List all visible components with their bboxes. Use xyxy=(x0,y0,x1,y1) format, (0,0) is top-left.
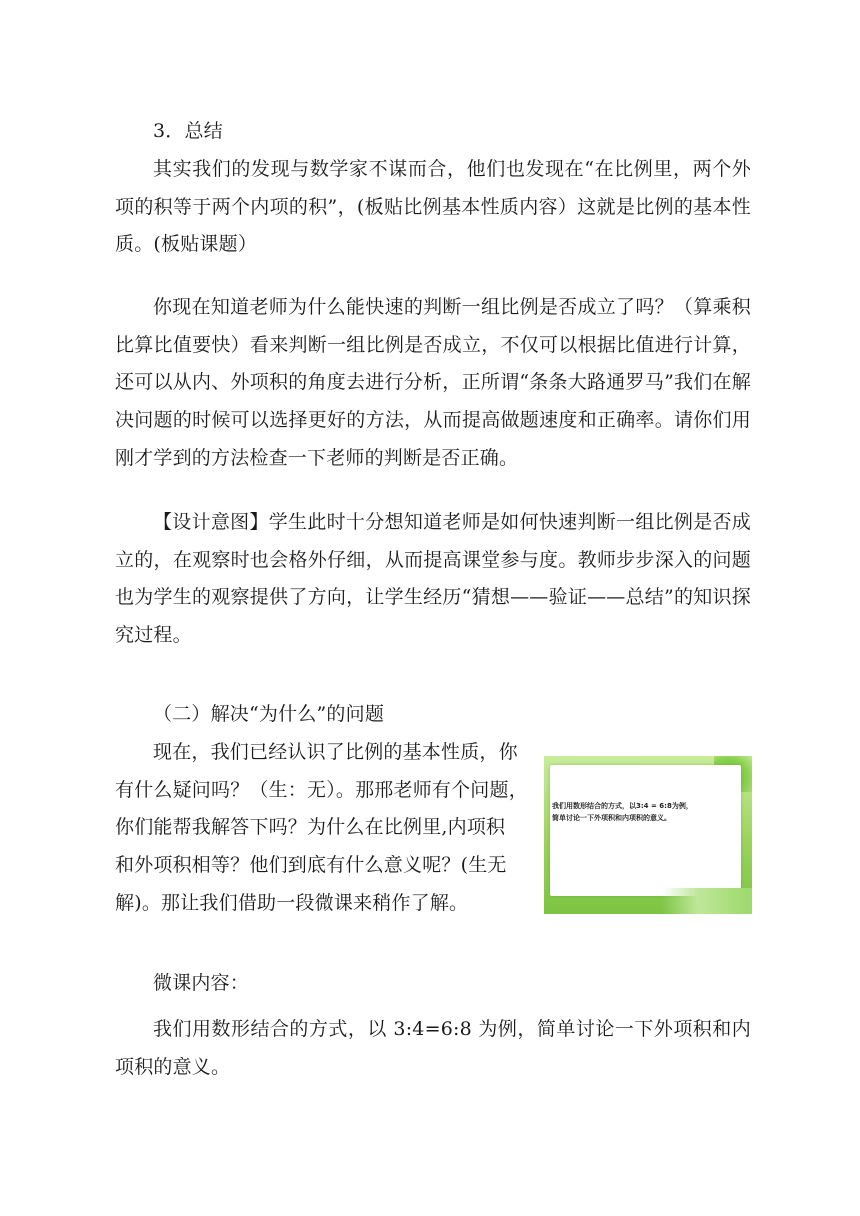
paragraph-microlesson-label: 微课内容： xyxy=(153,972,250,994)
question-line-4: 和外项积相等？他们到底有什么意义呢？(生无 xyxy=(115,854,507,877)
subheading-why: （二）解决“为什么”的问题 xyxy=(153,703,385,725)
paragraph-summary: 其实我们的发现与数学家不谋而合，他们也发现在“在比例里，两个外项的积等于两个内项的积”，(板贴比例基本性质内容）这就是比例的基本性质。(板贴课题） xyxy=(115,158,751,256)
paragraph-judgement: 你现在知道老师为什么能快速的判断一组比例是否成立了吗？（算乘积比算比值要快）看来判断一组比例是否成立，不仅可以根据比值进行计算，还可以从内、外项积的角度去进行分析，正所谓“条条大路通罗马”我们在解决问题的时候可以选择更好的方法，从而提高做题速度和正确率。请你们用刚才学到的方法检查一下老师的判断是否正确。 xyxy=(115,296,751,469)
grass-decoration-icon xyxy=(662,888,752,914)
section-heading: 3．总结 xyxy=(153,120,223,142)
paragraph-microlesson-content: 我们用数形结合的方式，以 3:4=6:8 为例，简单讨论一下外项积和内项积的意义。 xyxy=(115,1018,751,1078)
paragraph-design-intent: 【设计意图】学生此时十分想知道老师是如何快速判断一组比例是否成立的，在观察时也会格外仔细，从而提高课堂参与度。教师步步深入的问题也为学生的观察提供了方向，让学生经历“猜想——验证——总结”的知识探究过程。 xyxy=(115,511,751,647)
slide-thumbnail xyxy=(544,756,752,914)
question-line-2: 有什么疑问吗？（生：无）。那邢老师有个问题， xyxy=(115,778,528,801)
slide-text xyxy=(552,800,732,824)
slide-text-line-1: 我们用数形结合的方式，以3:4 = 6:8为例， xyxy=(552,802,693,810)
question-line-5: 解)。那让我们借助一段微课来稍作了解。 xyxy=(115,891,469,914)
slide-content-area xyxy=(550,765,741,896)
question-line-1: 现在，我们已经认识了比例的基本性质，你 xyxy=(153,741,518,763)
question-line-3: 你们能帮我解答下吗？为什么在比例里,内项积 xyxy=(115,816,506,839)
slide-text-line-2: 简单讨论一下外项积和内项积的意义。 xyxy=(552,814,671,822)
